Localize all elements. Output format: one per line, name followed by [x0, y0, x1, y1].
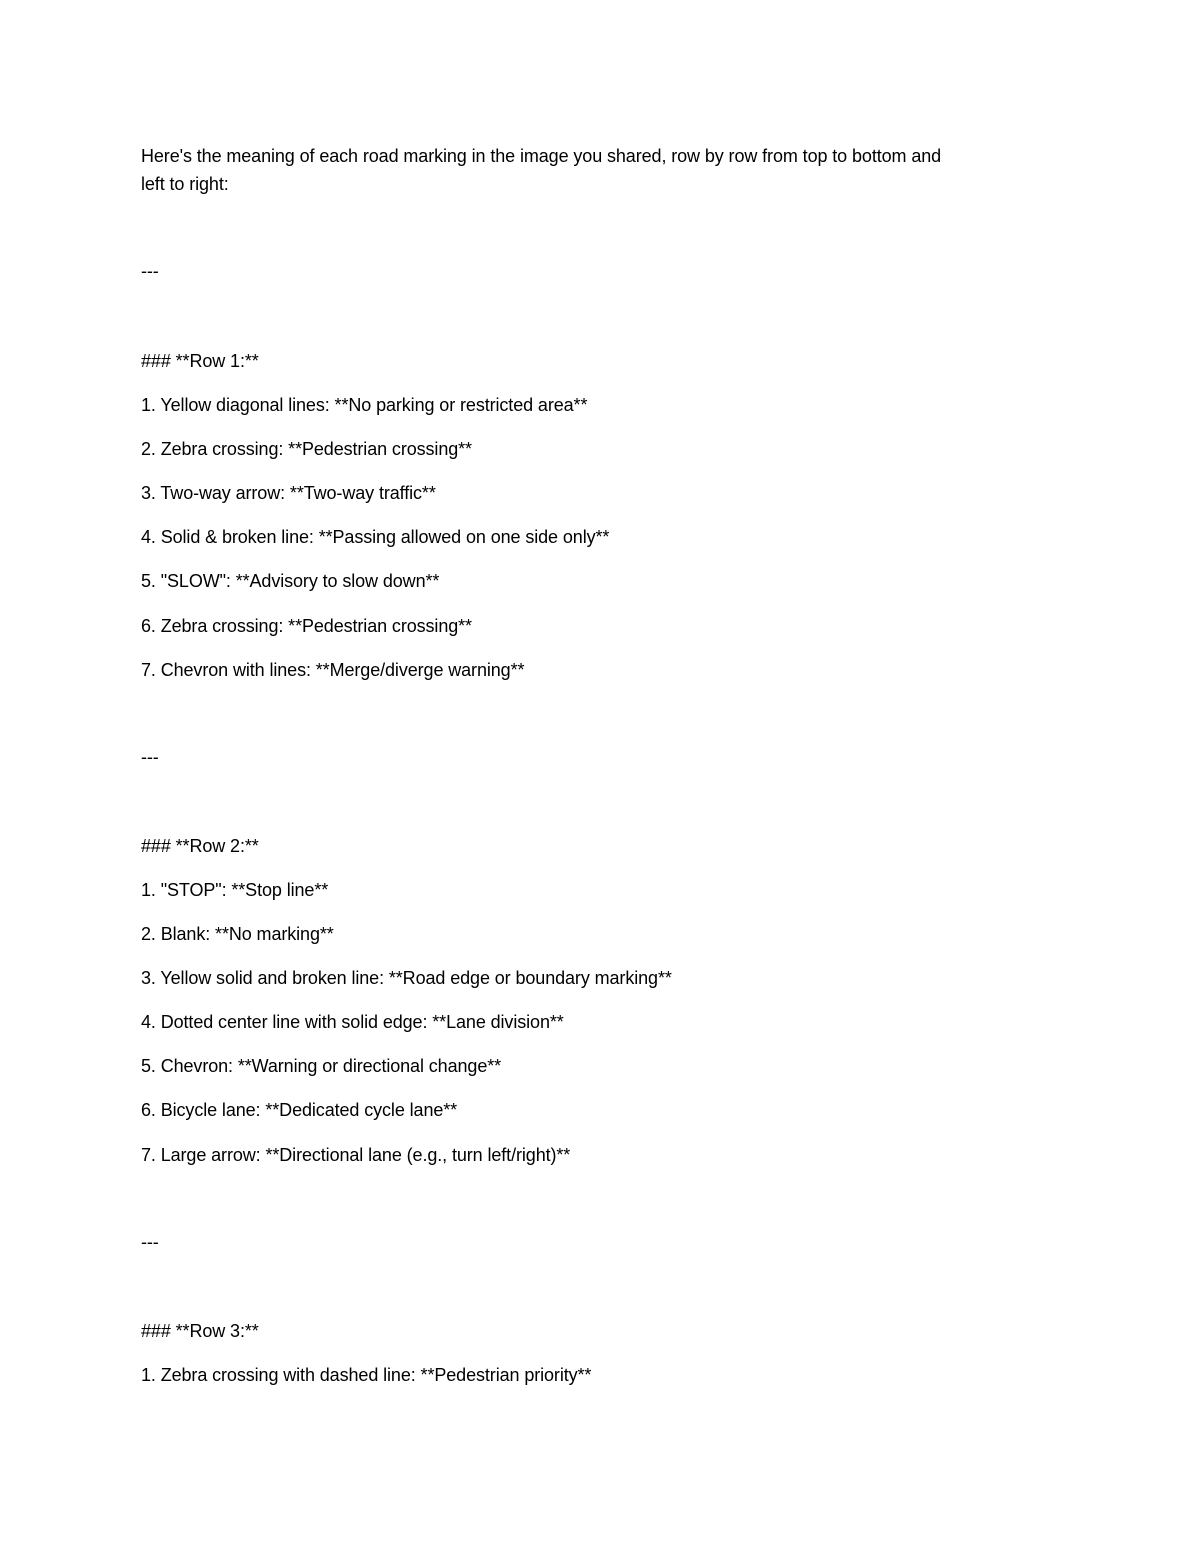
row-2-item-1: 1. "STOP": **Stop line**: [141, 880, 329, 900]
row-1-item-5: 5. "SLOW": **Advisory to slow down**: [141, 571, 440, 591]
row-2-item-4: 4. Dotted center line with solid edge: **Lane division**: [141, 1012, 564, 1032]
row-1-item-1: 1. Yellow diagonal lines: **No parking or restricted area**: [141, 395, 588, 415]
row-1-item-3: 3. Two-way arrow: **Two-way traffic**: [141, 483, 436, 503]
row-2-item-7: 7. Large arrow: **Directional lane (e.g., turn left/right)**: [141, 1145, 571, 1165]
row-1-heading: ### **Row 1:**: [141, 351, 259, 371]
row-3-item-1: 1. Zebra crossing with dashed line: **Pedestrian priority**: [141, 1365, 592, 1385]
row-1-item-2: 2. Zebra crossing: **Pedestrian crossing**: [141, 439, 472, 459]
row-2-item-5: 5. Chevron: **Warning or directional change**: [141, 1056, 502, 1076]
row-2-item-6: 6. Bicycle lane: **Dedicated cycle lane**: [141, 1100, 458, 1120]
intro-text-line-2: left to right:: [141, 174, 229, 194]
row-2-item-2: 2. Blank: **No marking**: [141, 924, 334, 944]
row-1-item-6: 6. Zebra crossing: **Pedestrian crossing**: [141, 616, 472, 636]
row-2-heading: ### **Row 2:**: [141, 836, 259, 856]
row-3-heading: ### **Row 3:**: [141, 1321, 259, 1341]
row-1-item-7: 7. Chevron with lines: **Merge/diverge warning**: [141, 660, 525, 680]
separator-2: ---: [141, 747, 159, 767]
intro-text-line-1: Here's the meaning of each road marking in the image you shared, row by row from top to bottom and: [141, 146, 942, 166]
row-2-item-3: 3. Yellow solid and broken line: **Road edge or boundary marking**: [141, 968, 672, 988]
separator-3: ---: [141, 1232, 159, 1252]
row-1-item-4: 4. Solid & broken line: **Passing allowed on one side only**: [141, 527, 610, 547]
separator-1: ---: [141, 261, 159, 281]
